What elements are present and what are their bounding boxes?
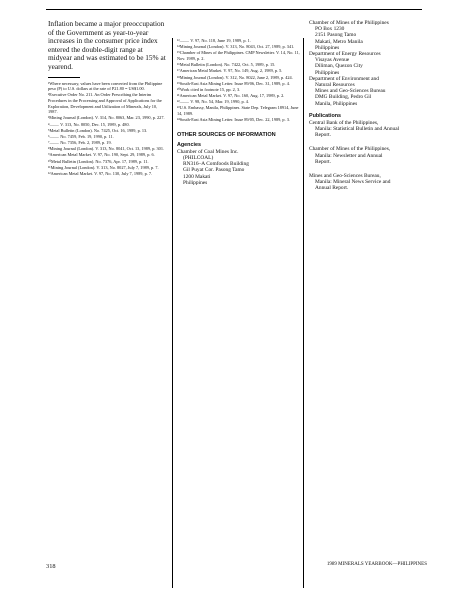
- footnote: ²³U.S. Embassy, Manila, Philippines. State Dep. Telegram 18914, June 14, 1989.: [177, 105, 299, 117]
- footnote: ¹⁷American Metal Market. V. 97, No. 149, Aug. 2, 1989, p. 5.: [177, 68, 283, 74]
- footnotes-left: [48, 81, 166, 177]
- publication-line: Report.: [315, 158, 332, 165]
- intro-paragraph: Inflation became a major preoccupation of the Government as year-to-year increases in the consumer price index entered the double-digit range at midyear and was estimated to be 15% at yearend.: [48, 19, 166, 71]
- footnote: ²²——. V. 98, No. 54, Mar. 19, 1990, p. 4.: [177, 99, 250, 105]
- agency-line: Manila, Philippines: [315, 100, 358, 107]
- top-rule: [46, 9, 422, 10]
- agency-entry: [309, 76, 427, 107]
- agency-line: (PHILCOAL): [183, 155, 214, 162]
- publication-line: Central Bank of the Philippines,: [309, 119, 379, 126]
- column-middle: [172, 38, 304, 588]
- page-number: 318: [46, 563, 56, 570]
- footnote: ⁵Metal Bulletin (London). No. 7425, Oct. 16, 1989, p. 13.: [48, 127, 148, 133]
- publication-line: Mines and Geo-Sciences Bureau,: [309, 173, 381, 180]
- footnote: ³Mining Journal (London). V. 314, No. 8063, Mar. 23, 1990, p. 227.: [48, 115, 165, 121]
- agency-line: Gil Puyat Cor. Pasong Tamo: [183, 167, 245, 174]
- footnote: ¹⁶Metal Bulletin (London). No. 7422, Oct. 5, 1989, p. 15.: [177, 62, 276, 68]
- publications-heading: Publications: [309, 112, 342, 119]
- agency-name: Department of Energy Resources: [309, 51, 381, 58]
- footnote: ²⁴South-East Asia Mining Letter. Issue 89/05, Dec. 22, 1989, p. 3.: [177, 117, 290, 123]
- footnote: ⁸Mining Journal (London). V. 313, No. 8041, Oct. 13, 1989, p. 301.: [48, 146, 165, 152]
- agency-line: 1200 Makati: [183, 173, 211, 180]
- footnote: ¹²American Metal Market. V. 97, No. 130, July 7, 1989, p. 7.: [48, 171, 153, 176]
- footnote: ⁹American Metal Market. V. 97, No. 190, Sept. 29, 1989, p. 6.: [48, 152, 155, 158]
- agency-line: Natural Resources: [315, 82, 355, 89]
- agency-line: Philippines: [315, 44, 340, 51]
- publication-line: Annual Report.: [315, 185, 349, 192]
- running-footer: 1989 MINERALS YEARBOOK—PHILIPPINES: [326, 562, 427, 567]
- publication-entry: [309, 120, 427, 139]
- footnote: ²⁰Work cited in footnote 15, pp. 2, 3.: [177, 86, 241, 92]
- agency-line: DMG Building, Pedro Gil: [315, 94, 372, 101]
- agency-entry: [309, 51, 427, 76]
- footnote: ¹⁹South-East Asia Mining Letter. Issue 89/06, Dec. 31, 1989, p. 4.: [177, 80, 290, 86]
- footnote: ⁷——. No. 7356, Feb. 2, 1989, p. 19.: [48, 140, 112, 146]
- agency-name: Chamber of Mines of the Philippines: [309, 20, 389, 26]
- footnote: ¹¹Mining Journal (London). V. 313, No. 8027, July 7, 1989, p. 7.: [48, 164, 159, 170]
- other-sources-heading: OTHER SOURCES OF INFORMATION: [177, 131, 276, 138]
- agency-name: Chamber of Coal Mines Inc.: [177, 148, 239, 155]
- footnote: ²¹American Metal Market. V. 97, No. 160, Aug. 17, 1989, p. 2.: [177, 93, 285, 99]
- footnote: ¹Where necessary, values have been converted from the Philippine peso (P) to U.S. dollars at the rate of P21.80 = US$1.00.: [48, 80, 163, 92]
- footnote: ⁶——. No. 7459, Feb. 19, 1990, p. 11.: [48, 133, 114, 139]
- agency-line: 2151 Pasong Tamo: [315, 32, 357, 39]
- agencies-heading: Agencies: [177, 141, 201, 148]
- agency-line: RN316–A Comfoods Building: [183, 161, 249, 168]
- agency-line: Philippines: [183, 179, 208, 186]
- footnote: ⁴——. V. 313, No. 8050, Dec. 15, 1989, p. 480.: [48, 121, 130, 127]
- footnote: ¹⁰Metal Bulletin (London). No. 7376, Apr. 17, 1989, p. 11.: [48, 158, 149, 164]
- column-right: [309, 20, 427, 197]
- footnote: ²Executive Order No. 211. An Order Prescribing the Interim Procedures in the Processing and Approval of Applications for the Exploration, Development and Utilization of Minerals, July 10, 1987.: [48, 92, 162, 115]
- publication-line: Manila: Statistical Bulletin and Annual: [315, 126, 400, 133]
- footnotes-middle: [177, 38, 300, 123]
- publication-line: Report.: [315, 132, 332, 139]
- footnote-rule: [48, 77, 80, 78]
- footnote: ¹⁵Chamber of Mines of the Philippines. CMP Newsletter. V. 14, No. 11, Nov. 1989, p. 2.: [177, 50, 300, 61]
- agency-line: Mines and Geo-Sciences Bureau: [315, 88, 386, 95]
- agency-entry: [177, 149, 300, 186]
- agency-line: PO Box 1230: [315, 26, 345, 33]
- footnote: ¹⁸Mining Journal (London). V. 312, No. 8022, June 2, 1989, p. 424.: [177, 74, 293, 80]
- footnote: ¹³——. V. 97, No. 118, June 19, 1989, p. 1.: [177, 38, 251, 43]
- footnote: ¹⁴Mining Journal (London). V. 313, No. 8043, Oct. 27, 1989, p. 341.: [177, 44, 295, 50]
- column-left: [48, 20, 166, 177]
- publication-entry: [309, 173, 427, 192]
- agency-line: Visayas Avenue: [315, 57, 350, 64]
- publication-line: Chamber of Mines of the Philippines,: [309, 146, 391, 153]
- agency-line: Philippines: [315, 69, 340, 76]
- agency-entry: [309, 20, 427, 51]
- publication-line: Manila: Newsletter and Annual: [315, 152, 383, 159]
- agency-line: Makati, Metro Manila: [315, 38, 363, 45]
- publication-entry: [309, 146, 427, 165]
- publication-line: Manila: Mineral News Service and: [315, 179, 391, 186]
- agency-name: Department of Environment and: [309, 75, 379, 82]
- agency-line: Diliman, Quezon City: [315, 63, 363, 70]
